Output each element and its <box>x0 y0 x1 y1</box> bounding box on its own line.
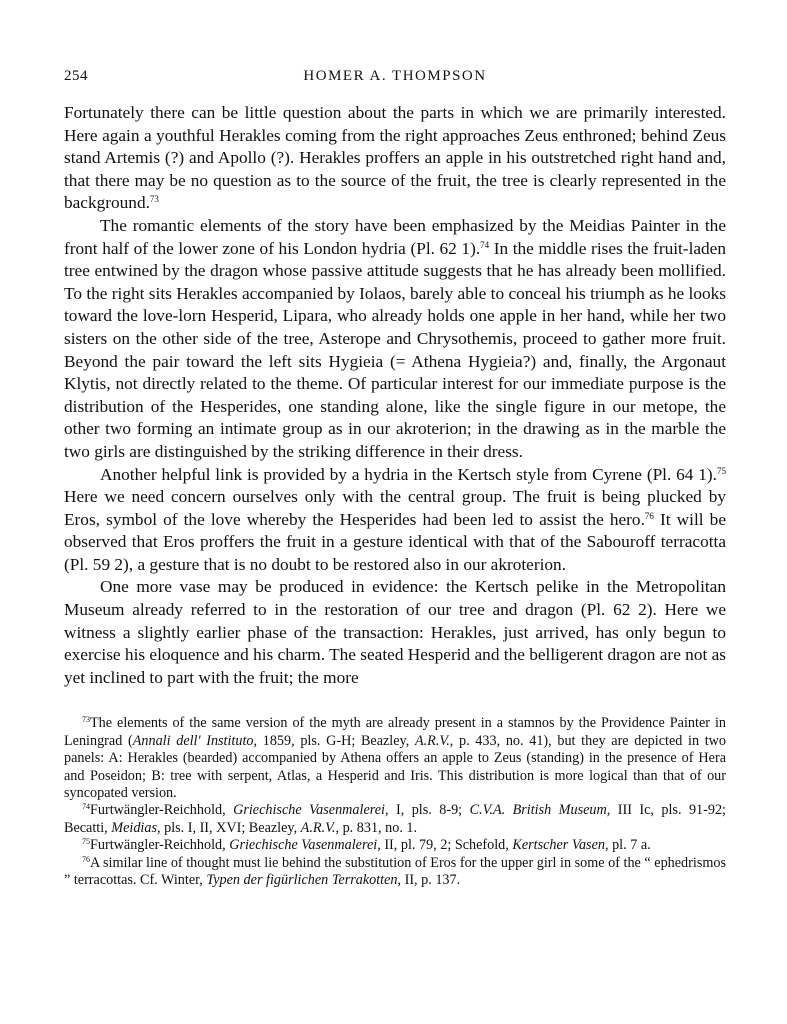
footnote-title: C.V.A. British Museum <box>469 802 607 819</box>
footnote-title: Meidias <box>111 819 157 836</box>
footnotes <box>64 715 726 889</box>
paragraph-3: Another helpful link is provided by a hydria in the Kertsch style from Cyrene (Pl. 64 1).$^{75}$ Here we need concern ourselves only with the central group. The fruit is being plucked by Eros, symbol of the love whereby the Hesperides had been led to assist the hero.$^{76}$ It will be observed that Eros proffers the fruit in a gesture identical with that of the Sabouroff terracotta (Pl. 59 2), a gesture that is no doubt to be restored also in our akroterion. <box>64 464 726 574</box>
page <box>64 68 726 890</box>
footnote-ref-76: 76 <box>644 510 654 521</box>
footnote-mark: 76 <box>82 854 90 864</box>
footnote-title: Typen der figürlichen Terrakotten <box>206 872 398 889</box>
paragraph-1: Fortunately there can be little question about the parts in which we are primarily interested. Here again a youthful Herakles coming from the right approaches Zeus enthroned; behind Zeus stand Artemis (?) and Apollo (?). Herakles proffers an apple in his outstretched right hand and, that there may be no question as to the source of the fruit, the tree is clearly represented in the background.$^{73}$ <box>64 103 726 213</box>
footnote-mark: 73 <box>82 715 90 725</box>
footnote-text: , II, pl. 79, 2; Schefold, <box>377 837 513 854</box>
footnote-76 <box>64 855 726 890</box>
footnote-title: Griechische Vasenmalerei <box>233 802 385 819</box>
footnote-text: , III Ic, pls. 91-92; Becatti, <box>64 802 726 836</box>
footnote-73 <box>64 715 726 802</box>
footnote-text: , p. 831, no. 1. <box>335 819 418 836</box>
paragraph-4: One more vase may be produced in evidence: the Kertsch pelike in the Metropolitan Museum already referred to in the restoration of our tree and dragon (Pl. 62 2). Here we witness a slightly earlier phase of the transaction: Herakles, just arrived, has only begun to exercise his eloquence and his charm. The seated Hesperid and the belligerent dragon are not as yet inclined to part with the fruit; the more <box>64 577 726 687</box>
footnote-text: A similar line of thought must lie behind the substitution of Eros for the upper girl in some of the “ ephedrismos ” terracottas. Cf. Winter, <box>64 854 726 889</box>
footnote-ref-73: 73 <box>149 194 159 205</box>
footnote-text: , p. 433, no. 41), but they are depicted in two panels: A: Herakles (bearded) accompanied by Athena offers an apple to Zeus (standing) in the presence of Hera and Poseidon; B: tree with serpent, Atlas, a Hesperid and Iris. This distribution is more logical than that of our syncopated version. <box>64 732 727 802</box>
footnote-text: , pl. 7 a. <box>604 837 651 854</box>
footnote-mark: 75 <box>82 837 90 847</box>
footnote-text: Furtwängler-Reichhold, <box>90 802 234 819</box>
footnote-ref-75: 75 <box>717 465 726 476</box>
running-title: HOMER A. THOMPSON <box>303 68 487 84</box>
footnote-text: , II, p. 137. <box>397 872 461 889</box>
body-text <box>64 102 726 689</box>
footnote-text: , pls. I, II, XVI; Beazley, <box>157 819 301 836</box>
footnote-mark: 74 <box>82 802 90 812</box>
footnote-title: Griechische Vasenmalerei <box>229 837 378 854</box>
footnote-ref-74: 74 <box>480 239 490 250</box>
footnote-text: , I, pls. 8-9; <box>385 802 470 819</box>
footnote-title: Annali dell' Instituto <box>132 732 254 749</box>
paragraph-2: The romantic elements of the story have been emphasized by the Meidias Painter in the front half of the lower zone of his London hydria (Pl. 62 1).$^{74}$ In the middle rises the fruit-laden tree entwined by the dragon whose passive attitude suggests that he has already been mollified. To the right sits Herakles accompanied by Iolaos, barely able to conceal his triumph as he looks toward the love-lorn Hesperid, Lipara, who already holds one apple in her hand, while her two sisters on the other side of the tree, Asterope and Chrysothemis, proceed to gather more fruit. Beyond the pair toward the left sits Hygieia (= Athena Hygieia?) and, finally, the Argonaut Klytis, not directly related to the theme. Of particular interest for our immediate purpose is the distribution of the Hesperides, one standing alone, like the single figure in our metope, the other two forming an intimate group as in our akroterion; in the drawing as in the marble the two girls are distinguished by the striking difference in their dress. <box>64 215 726 461</box>
page-header <box>64 68 726 92</box>
footnote-text: , 1859, pls. G-H; Beazley, <box>253 732 415 749</box>
footnote-74 <box>64 802 726 837</box>
page-number: 254 <box>64 68 88 84</box>
footnote-text: Furtwängler-Reichhold, <box>90 837 230 854</box>
footnote-title: A.R.V. <box>414 732 450 749</box>
footnote-75 <box>64 837 726 854</box>
footnote-text: The elements of the same version of the myth are already present in a stamnos by the Providence Painter in Leningrad ( <box>64 715 726 749</box>
footnote-title: Kertscher Vasen <box>512 837 605 854</box>
footnote-title: A.R.V. <box>300 819 336 836</box>
